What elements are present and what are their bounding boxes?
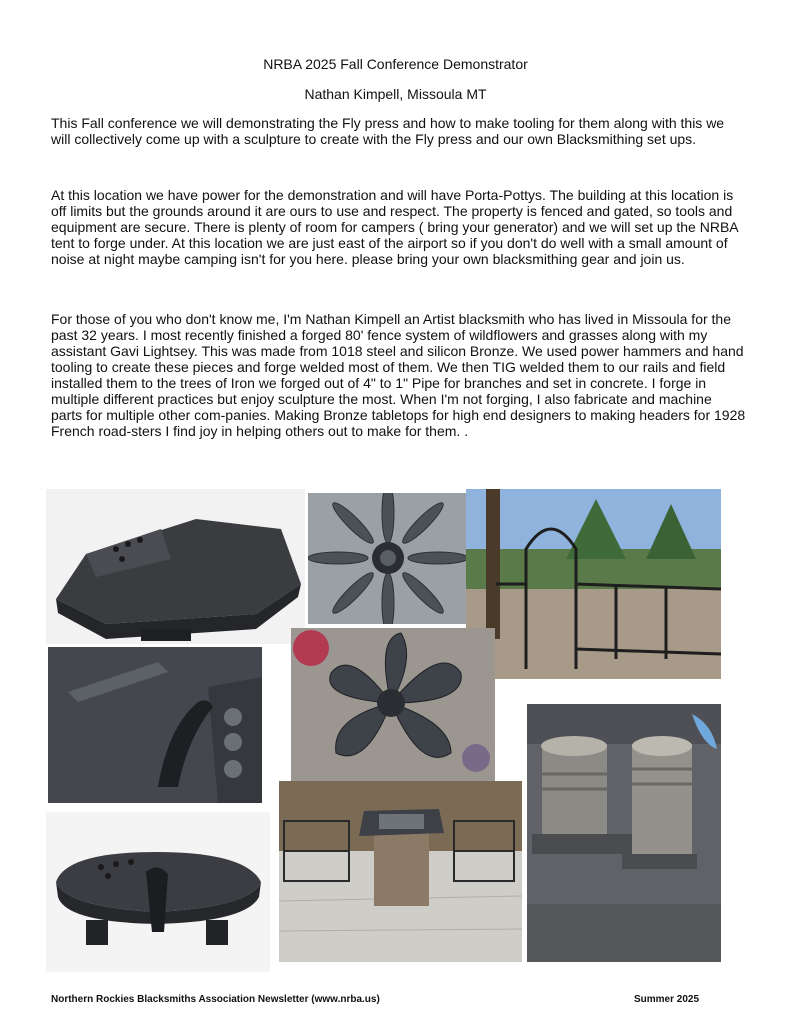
page-title: NRBA 2025 Fall Conference Demonstrator xyxy=(263,56,528,72)
photo-forged-flower xyxy=(308,493,483,624)
photo-leaf-sculpture xyxy=(291,628,495,781)
page-subtitle: Nathan Kimpell, Missoula MT xyxy=(304,86,487,102)
footer-publication: Northern Rockies Blacksmiths Association Newsletter (www.nrba.us) xyxy=(51,994,380,1005)
photo-metal-table-side xyxy=(46,812,270,972)
photo-table-detail xyxy=(48,647,262,803)
paragraph-intro: This Fall conference we will demonstrating the Fly press and how to make tooling for them along with this we will collectively come up with a sculpture to create with the Fly press and our own Blacksmithing set ups. xyxy=(51,115,725,147)
footer-issue: Summer 2025 xyxy=(634,994,700,1005)
photo-metal-table-top xyxy=(46,489,305,644)
photo-memorial-plaque xyxy=(279,781,522,962)
photo-machined-parts xyxy=(527,704,721,962)
paragraph-location: At this location we have power for the demonstration and will have Porta-Pottys. The building at this location is off limits but the grounds around it are ours to use and respect. The property is fenced and gated, so tools and equipment are secure. There is plenty of room for campers ( bring your generator) and we will set up the NRBA tent to forge under. At this location we are just east of the airport so if you don't do well with a small amount of noise at night maybe camping isn't for you here. please bring your own blacksmithing gear and join us. xyxy=(51,187,738,267)
photo-forged-fence xyxy=(466,489,721,679)
paragraph-bio: For those of you who don't know me, I'm Nathan Kimpell an Artist blacksmith who has lived in Missoula for the past 32 years. I most recently finished a forged 80' fence system of wildflowers and grasses along with my assistant Gavi Lightsey. This was made from 1018 steel and silicon Bronze. We used power hammers and hand tooling to create these pieces and forge welded most of them. We then TIG welded them to our rails and field installed them to the trees of Iron we forged out of 4" to 1" Pipe for branches and set in concrete. I forge in multiple different practices but enjoy sculpture the most. When I'm not forging, I also fabricate and machine parts for multiple other com-panies. Making Bronze tabletops for high end designers to making headers for 1928 French road-sters I find joy in helping others out to make for them. . xyxy=(51,311,746,439)
